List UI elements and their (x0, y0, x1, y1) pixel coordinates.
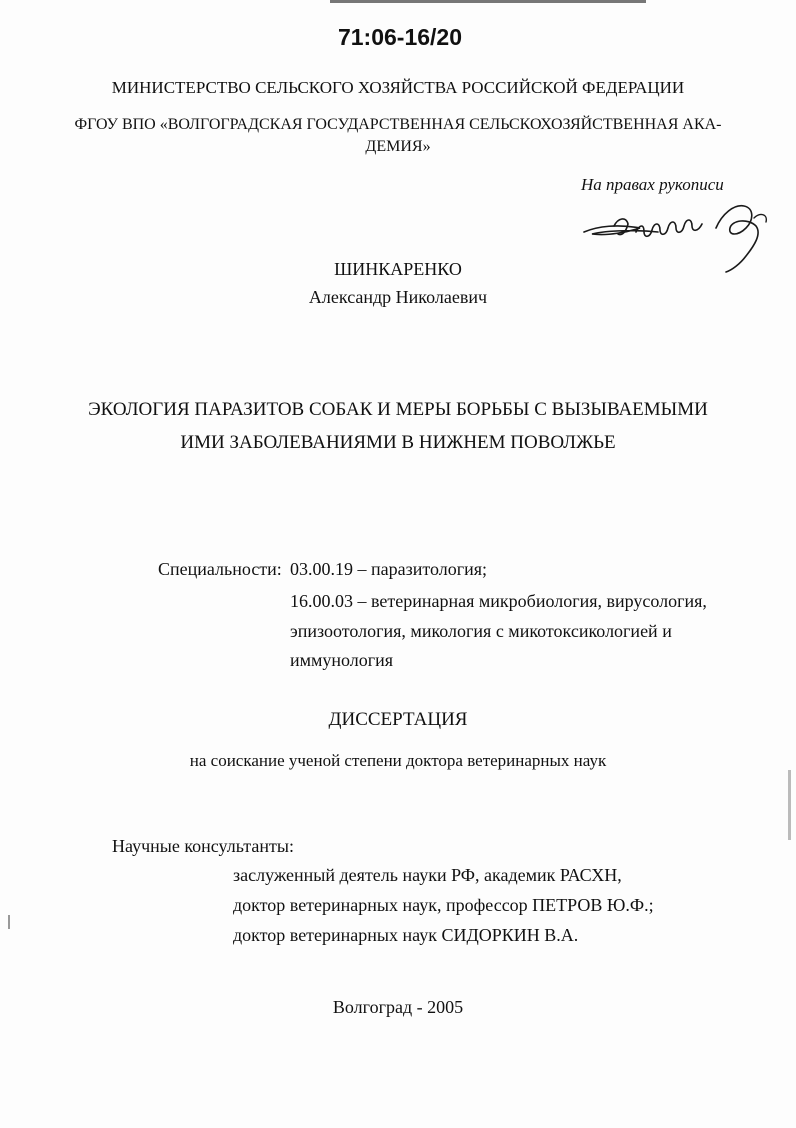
specialty-line: эпизоотология, микология с микотоксикологией и (290, 621, 672, 641)
ministry-name: МИНИСТЕРСТВО СЕЛЬСКОГО ХОЗЯЙСТВА РОССИЙСКОЙ ФЕДЕРАЦИИ (111, 78, 685, 97)
dissertation-title-line-1: ЭКОЛОГИЯ ПАРАЗИТОВ СОБАК И МЕРЫ БОРЬБЫ С ВЫЗЫВАЕМЫМИ (88, 399, 708, 420)
consultant-line: заслуженный деятель науки РФ, академик РАСХН, (233, 865, 622, 885)
dissertation-title-line-2: ИМИ ЗАБОЛЕВАНИЯМИ В НИЖНЕМ ПОВОЛЖЬЕ (180, 432, 616, 453)
manuscript-rights-note: На правах рукописи (581, 175, 724, 194)
specialty-line: 03.00.19 – паразитология; (290, 559, 488, 579)
document-type: ДИССЕРТАЦИЯ (328, 709, 468, 730)
specialties-label: Специальности: (158, 559, 282, 579)
specialty-line: иммунология (290, 650, 394, 670)
scan-artifact-right (788, 770, 791, 840)
academy-name-line-2: ДЕМИЯ» (365, 138, 431, 155)
author-given-names: Александр Николаевич (308, 287, 488, 307)
consultant-line: доктор ветеринарных наук, профессор ПЕТРОВ Ю.Ф.; (233, 895, 654, 915)
consultants-label: Научные консультанты: (112, 836, 294, 856)
consultant-line: доктор ветеринарных наук СИДОРКИН В.А. (233, 925, 579, 945)
degree-statement: на соискание ученой степени доктора ветеринарных наук (189, 751, 607, 770)
scan-top-border (330, 0, 646, 3)
place-and-year: Волгоград - 2005 (332, 997, 464, 1017)
scan-artifact-left (8, 915, 10, 929)
author-surname: ШИНКАРЕНКО (334, 259, 462, 279)
specialty-line: 16.00.03 – ветеринарная микробиология, вирусология, (290, 591, 707, 611)
document-code: 71:06-16/20 (337, 24, 463, 50)
academy-name-line-1: ФГОУ ВПО «ВОЛГОГРАДСКАЯ ГОСУДАРСТВЕННАЯ СЕЛЬСКОХОЗЯЙСТВЕННАЯ АКА- (74, 116, 722, 133)
